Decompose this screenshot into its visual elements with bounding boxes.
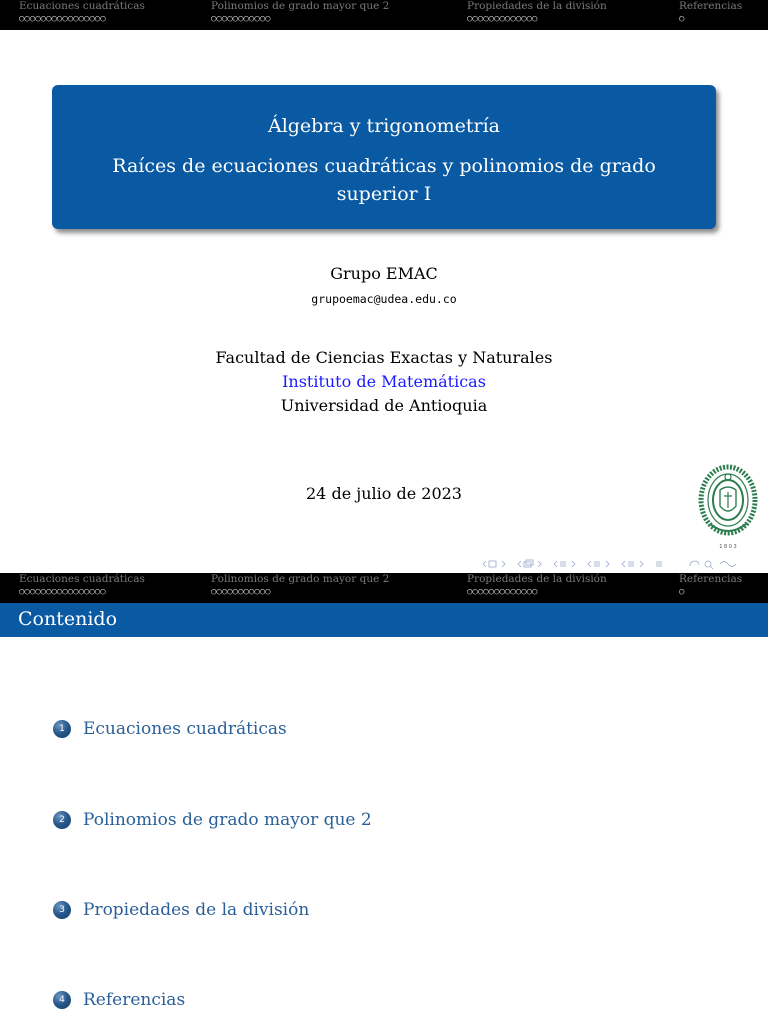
university-seal-logo bbox=[696, 462, 760, 552]
nav-section-dots[interactable]: ○○○○○○○○○○○ bbox=[211, 14, 271, 24]
nav-section-3[interactable] bbox=[467, 0, 607, 24]
presentation-date: 24 de julio de 2023 bbox=[306, 484, 462, 503]
nav-section-title[interactable]: Ecuaciones cuadráticas bbox=[19, 573, 145, 585]
nav-section-title[interactable]: Polinomios de grado mayor que 2 bbox=[211, 573, 390, 585]
nav-section-dots[interactable]: ○ bbox=[679, 587, 685, 597]
toc-number-ball: 4 bbox=[53, 991, 71, 1009]
institution-institute-link[interactable]: Instituto de Matemáticas bbox=[282, 372, 486, 391]
beamer-navigation-symbols[interactable] bbox=[480, 556, 765, 570]
nav-section-4[interactable] bbox=[679, 573, 742, 597]
section-navbar bbox=[0, 0, 768, 30]
seal-year: 1 8 0 3 bbox=[719, 544, 737, 550]
title-block bbox=[52, 85, 716, 229]
institution-university: Universidad de Antioquia bbox=[280, 396, 488, 415]
toc-number-ball: 1 bbox=[53, 720, 71, 738]
nav-section-title[interactable]: Ecuaciones cuadráticas bbox=[19, 0, 145, 12]
nav-section-title[interactable]: Propiedades de la división bbox=[467, 0, 607, 12]
nav-section-3[interactable] bbox=[467, 573, 607, 597]
presentation-title: Álgebra y trigonometría bbox=[267, 115, 501, 137]
nav-section-dots[interactable]: ○ bbox=[679, 14, 685, 24]
toc-item-label[interactable]: Referencias bbox=[83, 990, 186, 1010]
nav-section-dots[interactable]: ○○○○○○○○○○○○○ bbox=[467, 14, 538, 24]
nav-section-4[interactable] bbox=[679, 0, 742, 24]
toc-number-ball: 2 bbox=[53, 811, 71, 829]
nav-section-dots[interactable]: ○○○○○○○○○○○○○○○○ bbox=[19, 587, 106, 597]
nav-section-2[interactable] bbox=[211, 0, 389, 24]
toc-item-label[interactable]: Polinomios de grado mayor que 2 bbox=[83, 810, 372, 830]
nav-section-1[interactable] bbox=[19, 0, 145, 24]
institution-faculty: Facultad de Ciencias Exactas y Naturales bbox=[215, 348, 553, 367]
toc-item-label[interactable]: Propiedades de la división bbox=[83, 900, 310, 920]
nav-section-dots[interactable]: ○○○○○○○○○○○○○○○○ bbox=[19, 14, 106, 24]
presentation-subtitle: Raíces de ecuaciones cuadráticas y polinomios de grado superior I bbox=[112, 155, 656, 205]
frame-title-bar bbox=[0, 603, 768, 637]
section-navbar bbox=[0, 573, 768, 603]
table-of-contents-slide bbox=[0, 573, 768, 1024]
nav-section-dots[interactable]: ○○○○○○○○○○○ bbox=[211, 587, 271, 597]
nav-section-title[interactable]: Referencias bbox=[679, 0, 743, 12]
nav-section-1[interactable] bbox=[19, 573, 145, 597]
toc-number-ball: 3 bbox=[53, 901, 71, 919]
nav-section-2[interactable] bbox=[211, 573, 389, 597]
nav-section-dots[interactable]: ○○○○○○○○○○○○○ bbox=[467, 587, 538, 597]
author-email[interactable]: grupoemac@udea.edu.co bbox=[311, 292, 457, 306]
nav-section-title[interactable]: Polinomios de grado mayor que 2 bbox=[211, 0, 390, 12]
frame-title: Contenido bbox=[18, 608, 118, 630]
toc-item-label[interactable]: Ecuaciones cuadráticas bbox=[83, 719, 287, 739]
nav-section-title[interactable]: Referencias bbox=[679, 573, 743, 585]
author: Grupo EMAC bbox=[330, 264, 438, 283]
nav-section-title[interactable]: Propiedades de la división bbox=[467, 573, 607, 585]
